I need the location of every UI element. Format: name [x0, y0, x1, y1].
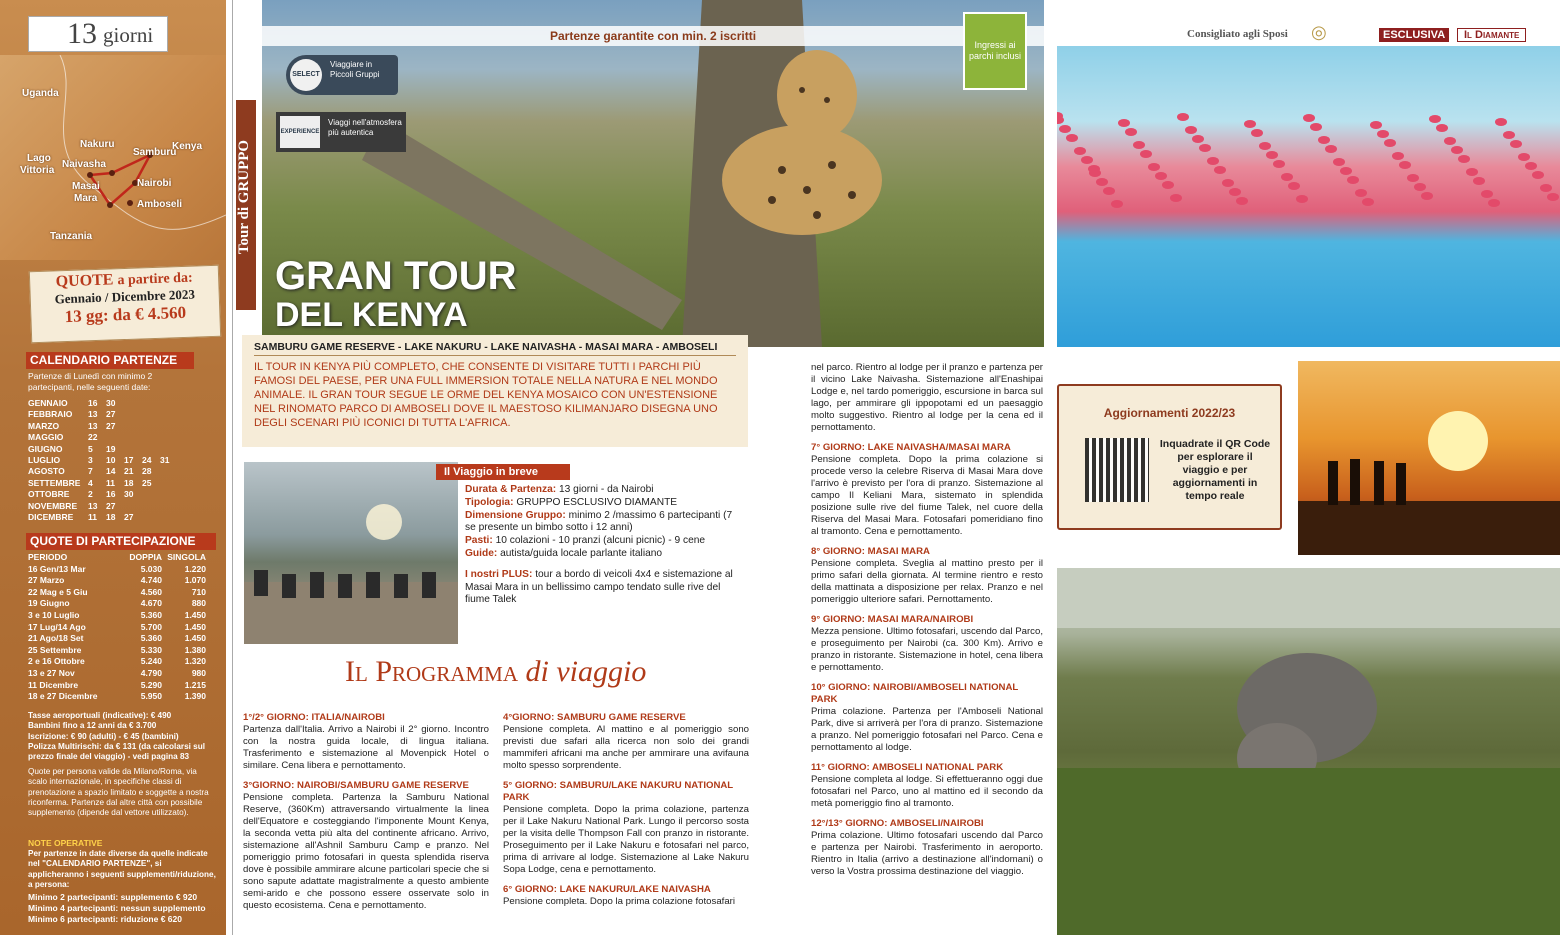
flamingo-shape — [1057, 116, 1064, 124]
quote-table-cell: 5.700 — [140, 621, 162, 632]
quote-table-cell: 4.560 — [140, 586, 162, 597]
flamingo-shape — [1259, 142, 1271, 150]
quote-table-row — [28, 680, 213, 692]
program-col-2 — [503, 712, 749, 908]
quote-price: € 4.560 — [134, 302, 187, 324]
brief-key: Guide: — [465, 547, 498, 559]
brief-item: Pasti: 10 colazioni - 10 pranzi (alcuni picnic) - 9 cene — [465, 535, 706, 547]
calendar-row — [28, 398, 218, 409]
quote-table-row — [28, 668, 213, 680]
park-badge-text: Ingressi ai parchi inclusi — [968, 40, 1022, 61]
program-day-title: 12°/13° GIORNO: AMBOSELI/NAIROBI — [811, 818, 984, 829]
quote-box — [29, 265, 221, 344]
quote-table-cell: 1.220 — [184, 563, 206, 574]
map-label-uganda: Uganda — [22, 88, 59, 99]
days-number: 13 — [67, 17, 97, 50]
guaranteed-departures-banner: Partenze garantite con min. 2 iscritti — [262, 26, 1044, 46]
brief-item: Dimensione Gruppo: minimo 2 /massimo 6 partecipanti (7 se presente un bimbo sotto i 12 anni) — [465, 509, 733, 534]
calendar-intro: Partenze di Lunedì con minimo 2 partecipanti, nelle seguenti date: — [28, 371, 153, 392]
brief-item: Guide: autista/guida locale parlante italiano — [465, 547, 663, 559]
quote-table-head-cell: SINGOLA — [167, 552, 206, 562]
flamingo-shape — [1096, 178, 1108, 186]
flamingo-shape — [1296, 195, 1308, 203]
flamingo-shape — [1407, 174, 1419, 182]
program-day-text: Pensione completa. Dopo la prima colazione fotosafari — [503, 896, 735, 907]
validity-text: Quote per persona valide da Milano/Roma, via scalo internazionale, in specifiche classi di prenotazione a spazio limitato e soggette a nostra riconferma. Partenze dal altre città con possibile supplemento (dipende dal vettore utilizzato). — [28, 767, 209, 818]
program-day-title: 11° GIORNO: AMBOSELI NATIONAL PARK — [811, 762, 1004, 773]
calendar-title: CALENDARIO PARTENZE — [26, 352, 194, 369]
flamingo-shape — [1066, 134, 1078, 142]
quote-table-cell: 980 — [191, 667, 206, 678]
flamingo-shape — [1214, 166, 1226, 174]
flamingo-shape — [1111, 200, 1123, 208]
program-day-text: Pensione completa al lodge. Si effettueranno oggi due fotosafari nel Parco, uno al mattino ed il secondo da metà pomeriggio fino al tramonto. — [811, 774, 1043, 809]
flamingo-shape — [1236, 197, 1248, 205]
quote-table-cell: 4.740 — [140, 575, 162, 586]
updates-title: Aggiornamenti 2022/23 — [1103, 406, 1236, 420]
quote-table-cell: 13 e 27 Nov — [28, 667, 75, 678]
flamingo-shape — [1429, 115, 1441, 123]
program-title-b: di viaggio — [525, 655, 647, 688]
calendar-row — [28, 512, 218, 523]
flamingo-shape — [1451, 146, 1463, 154]
calendar-day: 13 — [88, 500, 98, 511]
updates-text: Inquadrate il QR Code per esplorare il viaggio e per aggiornamenti in tempo reale — [1159, 438, 1271, 502]
flamingo-shape — [1466, 168, 1478, 176]
calendar-month: GENNAIO — [28, 398, 68, 408]
flamingo-shape — [1081, 156, 1093, 164]
flamingo-shape — [1510, 140, 1522, 148]
program-day-title: 8° GIORNO: MASAI MARA — [811, 546, 930, 557]
calendar-day: 21 — [124, 466, 134, 477]
quote-table-row — [28, 575, 213, 587]
calendar-day: 3 — [88, 454, 93, 465]
intro-box — [242, 335, 748, 447]
calendar-day: 5 — [88, 443, 93, 454]
quote-table-cell: 17 Lug/14 Ago — [28, 621, 86, 632]
program-day-title: 3°GIORNO: NAIROBI/SAMBURU GAME RESERVE — [243, 780, 469, 791]
brief-list — [465, 484, 745, 607]
quote-table-cell: 19 Giugno — [28, 598, 70, 609]
quote-table-cell: 5.360 — [140, 633, 162, 644]
calendar-day: 31 — [160, 454, 170, 465]
notes-text: Per partenze in date diverse da quelle indicate nel "CALENDARIO PARTENZE", si applicheranno i seguenti supplementi/riduzione, a persona: — [28, 849, 216, 889]
updates-box — [1057, 384, 1282, 530]
map-label-samburu: Samburu — [133, 147, 177, 158]
quote-table-row — [28, 645, 213, 657]
calendar-row — [28, 421, 218, 432]
quote-table-cell: 1.450 — [184, 621, 206, 632]
brief-item: Tipologia: GRUPPO ESCLUSIVO DIAMANTE — [465, 496, 678, 508]
program-day-text: Mezza pensione. Ultimo fotosafari, uscendo dal Parco, e proseguimento per Nairobi (ca. 300 Km). Arrivo e pranzo in ristorante. Sistemazione in hotel, cena libera e pernottamento. — [811, 626, 1043, 673]
quote-table-row — [28, 598, 213, 610]
brief-item: Durata & Partenza: 13 giorni - da Nairobi — [465, 484, 654, 495]
program-day-title: 5° GIORNO: SAMBURU/LAKE NAKURU NATIONAL PARK — [503, 780, 733, 803]
flamingo-shape — [1384, 139, 1396, 147]
calendar-day: 2 — [88, 489, 93, 500]
quote-table-cell: 5.950 — [140, 691, 162, 702]
flamingo-shape — [1155, 172, 1167, 180]
flamingo-shape — [1089, 169, 1101, 177]
flamingo-shape — [1222, 179, 1234, 187]
calendar-day: 13 — [88, 409, 98, 420]
notes-title: NOTE OPERATIVE — [28, 838, 103, 848]
quote-table-cell: 4.670 — [140, 598, 162, 609]
flamingo-shape — [1473, 177, 1485, 185]
quote-table-cell: 27 Marzo — [28, 575, 65, 586]
sunset-walkers-photo — [1298, 361, 1560, 555]
flamingo-shape — [1540, 184, 1552, 192]
quote-table-cell: 1.450 — [184, 633, 206, 644]
flamingo-shape — [1318, 136, 1330, 144]
quote-table-cell: 25 Settembre — [28, 644, 82, 655]
days-badge — [28, 16, 168, 52]
quote-table-cell: 5.240 — [140, 656, 162, 667]
quote-table-cell: 880 — [191, 598, 206, 609]
supp-2: Minimo 4 partecipanti: nessun supplemento — [28, 903, 206, 913]
map-label-vittoria: Vittoria — [20, 165, 55, 176]
quote-table-cell: 11 Dicembre — [28, 679, 79, 690]
safari-group-photo — [244, 462, 458, 644]
quote-title: QUOTE — [55, 271, 114, 291]
calendar-row — [28, 409, 218, 420]
intro-text: IL TOUR IN KENYA PIÙ COMPLETO, CHE CONSENTE DI VISITARE TUTTI I PARCHI PIÙ FAMOSI DEL PAESE, PER UNA FULL IMMERSION TOTALE NELLA NATURA E NEL MONDO ANIMALE. IL GRAN TOUR SEGUE LE ORME DEL KENYA MOSAICO CON UN'ESTENSIONE NEL RINOMATO PARCO DI AMBOSELI DOVE IL MAESTOSO KILIMANJARO DISEGNA UNO DEGLI SCENARI PIÙ ICONICI DI TUTTA L'AFRICA. — [254, 361, 718, 429]
flamingo-shape — [1148, 163, 1160, 171]
quote-table-cell: 5.360 — [140, 609, 162, 620]
flamingo-shape — [1370, 121, 1382, 129]
flamingo-shape — [1392, 152, 1404, 160]
quote-table-cell: 18 e 27 Dicembre — [28, 691, 98, 702]
flamingo-shape — [1170, 194, 1182, 202]
quote-sub: a partire da: — [117, 270, 193, 289]
flamingo-shape — [1488, 199, 1500, 207]
map-label-tanzania: Tanzania — [50, 231, 93, 242]
hero-title-line2: DEL KENYA — [275, 296, 468, 334]
calendar-list — [28, 398, 218, 523]
supp-3: Minimo 6 partecipanti: riduzione € 620 — [28, 914, 182, 924]
days-word: giorni — [103, 23, 154, 47]
calendar-day: 14 — [106, 466, 116, 477]
calendar-day: 16 — [88, 398, 98, 408]
flamingo-shape — [1518, 153, 1530, 161]
calendar-day: 19 — [106, 443, 116, 454]
sunset-illustration — [1298, 361, 1560, 555]
select-badge-logo: SELECT — [290, 59, 322, 91]
quote-table-cell: 4.790 — [140, 667, 162, 678]
calendar-month: GIUGNO — [28, 443, 63, 454]
calendar-day: 11 — [106, 477, 115, 488]
flamingo-shape — [1503, 131, 1515, 139]
quote-table-row — [28, 656, 213, 668]
exclusive-label: ESCLUSIVA — [1379, 28, 1449, 42]
program-day-text: Pensione completa. Dopo la prima colazione si procede verso la celebre Riserva di Masai Mara dove l'arrivo è previsto per l'ora di pranzo. Sistemazione al campo Il Keliani Mara, sistemato in splendida posizione sulle rive del fiume Talek, nel cuore della Riserva del Masai Mara. Fotosafari pomeridiano fino al tramonto. Cena e pernottamento. — [811, 454, 1043, 537]
flamingo-shape — [1436, 124, 1448, 132]
flamingo-shape — [1192, 135, 1204, 143]
flamingo-shape — [1362, 198, 1374, 206]
flamingo-shape — [1125, 128, 1137, 136]
flamingo-shape — [1244, 120, 1256, 128]
quote-table-cell: 1.320 — [184, 656, 206, 667]
calendar-month: MAGGIO — [28, 432, 64, 443]
quote-table-row — [28, 587, 213, 599]
flamingo-shape — [1355, 189, 1367, 197]
flamingo-photo — [1057, 46, 1560, 347]
quote-table-cell: 1.380 — [184, 644, 206, 655]
quote-table-head-cell: DOPPIA — [129, 552, 162, 562]
route-line: SAMBURU GAME RESERVE - LAKE NAKURU - LAKE NAIVASHA - MASAI MARA - AMBOSELI — [254, 341, 736, 356]
quote-table-cell: 710 — [191, 586, 206, 597]
quote-period: Gennaio / Dicembre 2023 — [54, 286, 196, 307]
experience-badge-text: Viaggi nell'atmosfera più autentica — [328, 118, 402, 137]
flamingo-shape — [1340, 167, 1352, 175]
quote-table-cell: 1.390 — [184, 691, 206, 702]
flamingo-shape — [1133, 141, 1145, 149]
calendar-day: 4 — [88, 477, 93, 488]
calendar-day: 27 — [106, 409, 116, 420]
select-badge-text: Viaggiare in Piccoli Gruppi — [330, 60, 380, 79]
flamingo-shape — [1444, 137, 1456, 145]
calendar-month: FEBBRAIO — [28, 409, 73, 420]
quote-table-head-cell: PERIODO — [28, 552, 68, 562]
flamingo-shape — [1421, 192, 1433, 200]
program-day-text: Pensione completa. Al mattino e al pomeriggio sono previsti due safari alla ricerca non solo dei grandi mammiferi africani ma anche per ammirare una avifauna molto spesso sorprendente. — [503, 724, 749, 771]
brief-key: Dimensione Gruppo: — [465, 509, 566, 521]
map-label-amboseli: Amboseli — [137, 199, 183, 210]
sposi-label: Consigliato agli Sposi — [1187, 28, 1288, 40]
flamingo-shape — [1333, 158, 1345, 166]
right-top-bar — [1057, 22, 1560, 46]
quote-table-row — [28, 691, 213, 703]
flamingo-shape — [1251, 129, 1263, 137]
brief-plus-key: I nostri PLUS: — [465, 568, 533, 580]
quote-table-cell: 1.450 — [184, 609, 206, 620]
quote-table-row — [28, 633, 213, 645]
flamingo-shape — [1399, 161, 1411, 169]
flamingo-shape — [1303, 114, 1315, 122]
brief-key: Durata & Partenza: — [465, 484, 557, 495]
fees-text: Tasse aeroportuali (indicative): € 490 Bambini fino a 12 anni da € 3.700 Iscrizione: € 90 (adulti) - € 45 (bambini) Polizza Multirischi: da € 131 (da calcolarsi sul prezzo finale del viaggio) - vedi pagina 83 — [28, 711, 206, 762]
quote-table-title: QUOTE DI PARTECIPAZIONE — [26, 533, 216, 550]
calendar-row — [28, 444, 218, 455]
flamingo-shape — [1103, 187, 1115, 195]
program-day-text: nel parco. Rientro al lodge per il pranzo e partenza per il vicino Lake Naivasha. Sistemazione all'Enashipai Lodge e, nel tardo pomeriggio, escursione in barca sul lago, per ammirare gli ippopotami ed un paesaggio molto suggestivo. Rientro al lodge per la cena ed il pernottamento. — [811, 362, 1043, 433]
diamante-label: Il Diamante — [1457, 28, 1526, 42]
calendar-day: 24 — [142, 454, 152, 465]
program-day-text: Pensione completa. Partenza la Samburu National Reserve, (360Km) attraversando virtualmente la linea dell'Equatore e costeggiando l'imponente Mount Kenya, la seconda vetta più alta del continente africano. Arrivo, sistemazione all'Ashnil Samburu Camp e pranzo. Nel pomeriggio primo fotosafari in questa splendida riserva dove è possibile ammirare alcune particolari specie che si sono sapute adattate magistralmente a questo ambiente semi-arido e che possono essere osservate solo in questo ecosistema. Cena e pernottamento. — [243, 792, 489, 911]
calendar-day: 10 — [106, 454, 116, 465]
flamingo-shape — [1266, 151, 1278, 159]
calendar-day: 11 — [88, 511, 97, 522]
calendar-month: AGOSTO — [28, 466, 65, 477]
calendar-day: 22 — [88, 432, 98, 443]
calendar-day: 13 — [88, 420, 98, 431]
calendar-month: DICEMBRE — [28, 511, 74, 522]
calendar-day: 27 — [106, 420, 116, 431]
calendar-month: MARZO — [28, 420, 60, 431]
flamingo-shape — [1229, 188, 1241, 196]
program-day-title: 4°GIORNO: SAMBURU GAME RESERVE — [503, 712, 686, 723]
calendar-month: NOVEMBRE — [28, 500, 78, 511]
flamingo-shape — [1207, 157, 1219, 165]
flamingo-shape — [1162, 181, 1174, 189]
map-label-masai: Masai — [72, 181, 100, 192]
quote-table-header — [28, 552, 213, 564]
calendar-day: 30 — [124, 489, 134, 500]
brief-title: Il Viaggio in breve — [436, 464, 570, 480]
calendar-day: 25 — [142, 477, 152, 488]
calendar-day: 27 — [106, 500, 116, 511]
flamingo-shape — [1310, 123, 1322, 131]
flamingo-shape — [1377, 130, 1389, 138]
brief-key: Pasti: — [465, 535, 493, 547]
calendar-row — [28, 501, 218, 512]
program-day-title: 6° GIORNO: LAKE NAKURU/LAKE NAIVASHA — [503, 884, 711, 895]
quote-table-cell: 1.215 — [184, 679, 206, 690]
map-label-mara: Mara — [74, 193, 98, 204]
calendar-day: 7 — [88, 466, 93, 477]
flamingo-illustration — [1057, 46, 1560, 347]
quote-table-cell: 22 Mag e 5 Giu — [28, 586, 88, 597]
flamingo-shape — [1273, 160, 1285, 168]
sidebar — [0, 0, 226, 935]
kenya-map — [0, 55, 226, 260]
flamingo-shape — [1347, 176, 1359, 184]
program-day-text: Pensione completa. Dopo la prima colazione, partenza per il Lake Nakuru National Park. Lungo il percorso sosta per la visita delle Thompson Fall con pranzo in ristorante. Proseguimento per il Lake Nakuru e fotosafari nel parco, prima di arrivare al lodge. Sistemazione al Lake Nakuru Sopa Lodge, cena e pernottamento. — [503, 804, 749, 875]
quote-table-cell: 5.290 — [140, 679, 162, 690]
program-day-text: Prima colazione. Partenza per l'Amboseli National Park, dive si arriverà per l'ora di pranzo. Sistemazione a pranzo. Nel pomeriggio fotosafari nel Parco. Cena e pernottamento al lodge. — [811, 706, 1043, 753]
program-day-text: Partenza dall'Italia. Arrivo a Nairobi il 2° giorno. Incontro con la nostra guida locale, di lingua italiana. Trasferimento e sistemazione al Movenpick Hotel o similare. Cena libera e pernottamento. — [243, 724, 489, 771]
flamingo-shape — [1458, 155, 1470, 163]
quote-table-cell: 3 e 10 Luglio — [28, 609, 80, 620]
flamingo-shape — [1481, 190, 1493, 198]
calendar-month: OTTOBRE — [28, 489, 70, 500]
calendar-day: 18 — [124, 477, 134, 488]
flamingo-shape — [1414, 183, 1426, 191]
calendar-row — [28, 489, 218, 500]
flamingo-shape — [1547, 193, 1559, 201]
flamingo-shape — [1495, 118, 1507, 126]
calendar-row — [28, 478, 218, 489]
quote-price-prefix: 13 gg: da — [64, 304, 132, 327]
hero-title-line1: GRAN TOUR — [275, 254, 517, 298]
brief-plus: I nostri PLUS: tour a bordo di veicoli 4x4 e sistemazione al Masai Mara in un bellissimo campo tendato sulle rive del fiume Talek — [465, 568, 733, 606]
map-label-nairobi: Nairobi — [137, 178, 172, 189]
calendar-month: LUGLIO — [28, 454, 61, 465]
calendar-day: 16 — [106, 489, 116, 500]
program-title-a: Il Programma — [345, 655, 519, 688]
quote-table-cell: 2 e 16 Ottobre — [28, 656, 85, 667]
rings-icon: ◎ — [1311, 22, 1327, 42]
quote-table-cell: 1.070 — [184, 575, 206, 586]
quote-table-cell: 16 Gen/13 Mar — [28, 563, 86, 574]
program-col-3 — [811, 362, 1043, 878]
quote-table-cell: 5.330 — [140, 644, 162, 655]
supp-1: Minimo 2 partecipanti: supplemento € 920 — [28, 892, 198, 902]
quote-table-row — [28, 622, 213, 634]
calendar-row — [28, 466, 218, 477]
map-label-naivasha: Naivasha — [62, 159, 106, 170]
quote-table-cell: 5.030 — [140, 563, 162, 574]
flamingo-shape — [1281, 173, 1293, 181]
map-label-kenya: Kenya — [172, 141, 203, 152]
program-day-title: 1°/2° GIORNO: ITALIA/NAIROBI — [243, 712, 385, 723]
map-label-nakuru: Nakuru — [80, 139, 115, 150]
hippo-photo — [1057, 568, 1560, 935]
experience-badge-logo: EXPERIENCE — [280, 116, 320, 148]
quote-table — [28, 552, 213, 703]
calendar-day: 17 — [124, 454, 134, 465]
quote-table-row — [28, 610, 213, 622]
program-day-title: 9° GIORNO: MASAI MARA/NAIROBI — [811, 614, 974, 625]
calendar-month: SETTEMBRE — [28, 477, 81, 488]
program-day-text: Pensione completa. Sveglia al mattino presto per il primo safari della giornata. Al termine rientro e resto della mattinata a disposizione per relax. Pranzo e nel pomeriggio ulteriore safari. Pernottamento. — [811, 558, 1043, 605]
select-badge — [286, 55, 398, 95]
map-label-lake: Lago — [27, 153, 51, 164]
flamingo-shape — [1532, 171, 1544, 179]
program-col-1 — [243, 712, 489, 912]
quote-table-cell: 21 Ago/18 Set — [28, 633, 84, 644]
flamingo-shape — [1177, 113, 1189, 121]
flamingo-shape — [1074, 147, 1086, 155]
quote-table-row — [28, 564, 213, 576]
flamingo-shape — [1185, 126, 1197, 134]
calendar-day: 28 — [142, 466, 152, 477]
program-day-title: 7° GIORNO: LAKE NAIVASHA/MASAI MARA — [811, 442, 1011, 453]
hippo-illustration — [1057, 568, 1560, 935]
flamingo-shape — [1118, 119, 1130, 127]
program-day-title: 10° GIORNO: NAIROBI/AMBOSELI NATIONAL PARK — [811, 682, 1019, 705]
calendar-day: 30 — [106, 398, 116, 408]
qr-code[interactable] — [1085, 438, 1149, 502]
vertical-label: Tour di GRUPPO — [236, 139, 252, 255]
flamingo-shape — [1059, 125, 1071, 133]
calendar-row — [28, 432, 218, 443]
calendar-day: 18 — [106, 511, 116, 522]
program-day-text: Prima colazione. Ultimo fotosafari uscendo dal Parco e partenza per Nairobi. Trasferimento in aeroporto. Rientro in Italia (arrivo a destinazione all'indomani) o verso la Vostra prossima destinazione del viaggio. — [811, 830, 1043, 877]
flamingo-shape — [1525, 162, 1537, 170]
flamingo-shape — [1325, 145, 1337, 153]
group-illustration — [244, 462, 458, 644]
experience-badge — [276, 112, 406, 152]
calendar-day: 27 — [124, 511, 134, 522]
flamingo-shape — [1140, 150, 1152, 158]
program-title — [345, 655, 646, 689]
parks-included-badge — [963, 12, 1027, 90]
flamingo-shape — [1288, 182, 1300, 190]
calendar-row — [28, 455, 218, 466]
flamingo-shape — [1199, 144, 1211, 152]
brief-key: Tipologia: — [465, 496, 514, 508]
